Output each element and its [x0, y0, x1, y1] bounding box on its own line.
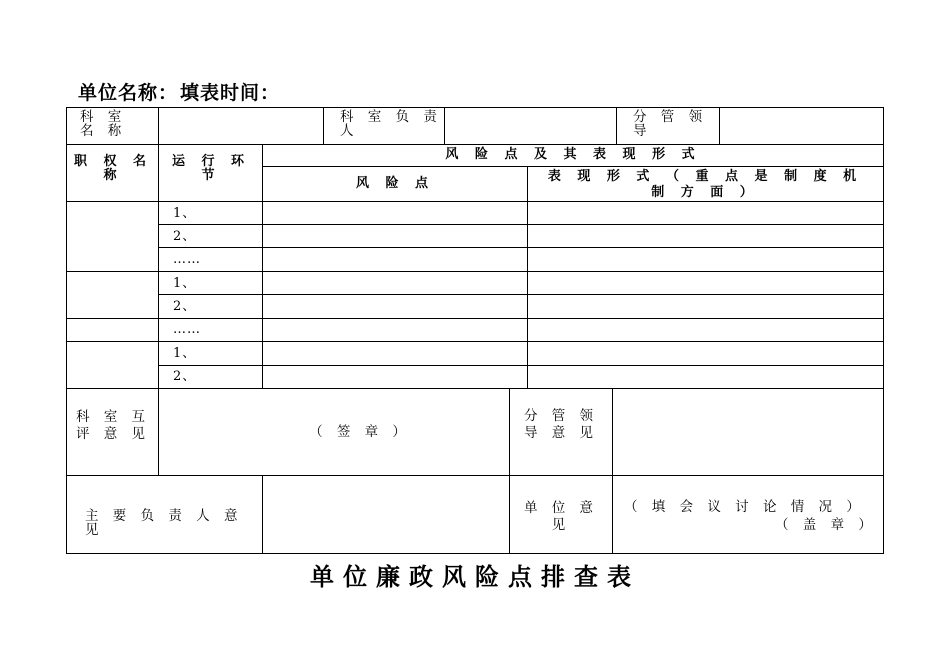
leader-label: 分 管 领 导	[633, 109, 708, 139]
authority-name-header: 职 权 名 称	[73, 154, 153, 183]
dept-name-value[interactable]	[159, 108, 323, 144]
row-number: 2、	[173, 229, 197, 244]
row-number: 2、	[173, 299, 197, 314]
document-title: 单位廉政风险点排查表	[310, 563, 640, 591]
fill-time-label: 填表时间：	[180, 82, 281, 104]
manifestation-header: 表 现 形 式 （ 重 点 是 制 度 机 制 方 面 ）	[547, 169, 863, 200]
dept-head-label: 科 室 负 责 人	[340, 109, 442, 139]
row-number: 1、	[173, 276, 197, 291]
risk-point-header: 风 险 点	[355, 176, 435, 191]
leader-opinion-value[interactable]	[613, 389, 883, 475]
head-opinion-value[interactable]	[263, 476, 509, 553]
row-number: 1、	[173, 206, 197, 221]
row-number: 1、	[173, 346, 197, 361]
seal-text: （ 签 章 ）	[309, 424, 411, 440]
stamp-text: （ 盖 章 ）	[775, 517, 877, 533]
dept-mutual-review-label: 科 室 互 评 意 见	[75, 409, 151, 442]
row-number: ……	[173, 322, 201, 337]
dept-name-label: 科 室 名 称	[80, 109, 127, 139]
row-number: ……	[173, 252, 201, 267]
leader-opinion-label: 分 管 领 导 意 见	[523, 408, 599, 441]
risk-group-header: 风 险 点 及 其 表 现 形 式	[445, 147, 701, 162]
head-opinion-label: 主 要 负 责 人 意 见	[85, 508, 243, 538]
meeting-text: （ 填 会 议 讨 论 情 况 ）	[624, 499, 865, 515]
row-number: 2、	[173, 369, 197, 384]
dept-head-value[interactable]	[445, 108, 616, 144]
unit-name-label: 单位名称：	[78, 82, 179, 104]
leader-value[interactable]	[720, 108, 883, 144]
operation-step-header: 运 行 环 节	[171, 154, 251, 183]
unit-opinion-label: 单 位 意 见	[523, 500, 599, 533]
